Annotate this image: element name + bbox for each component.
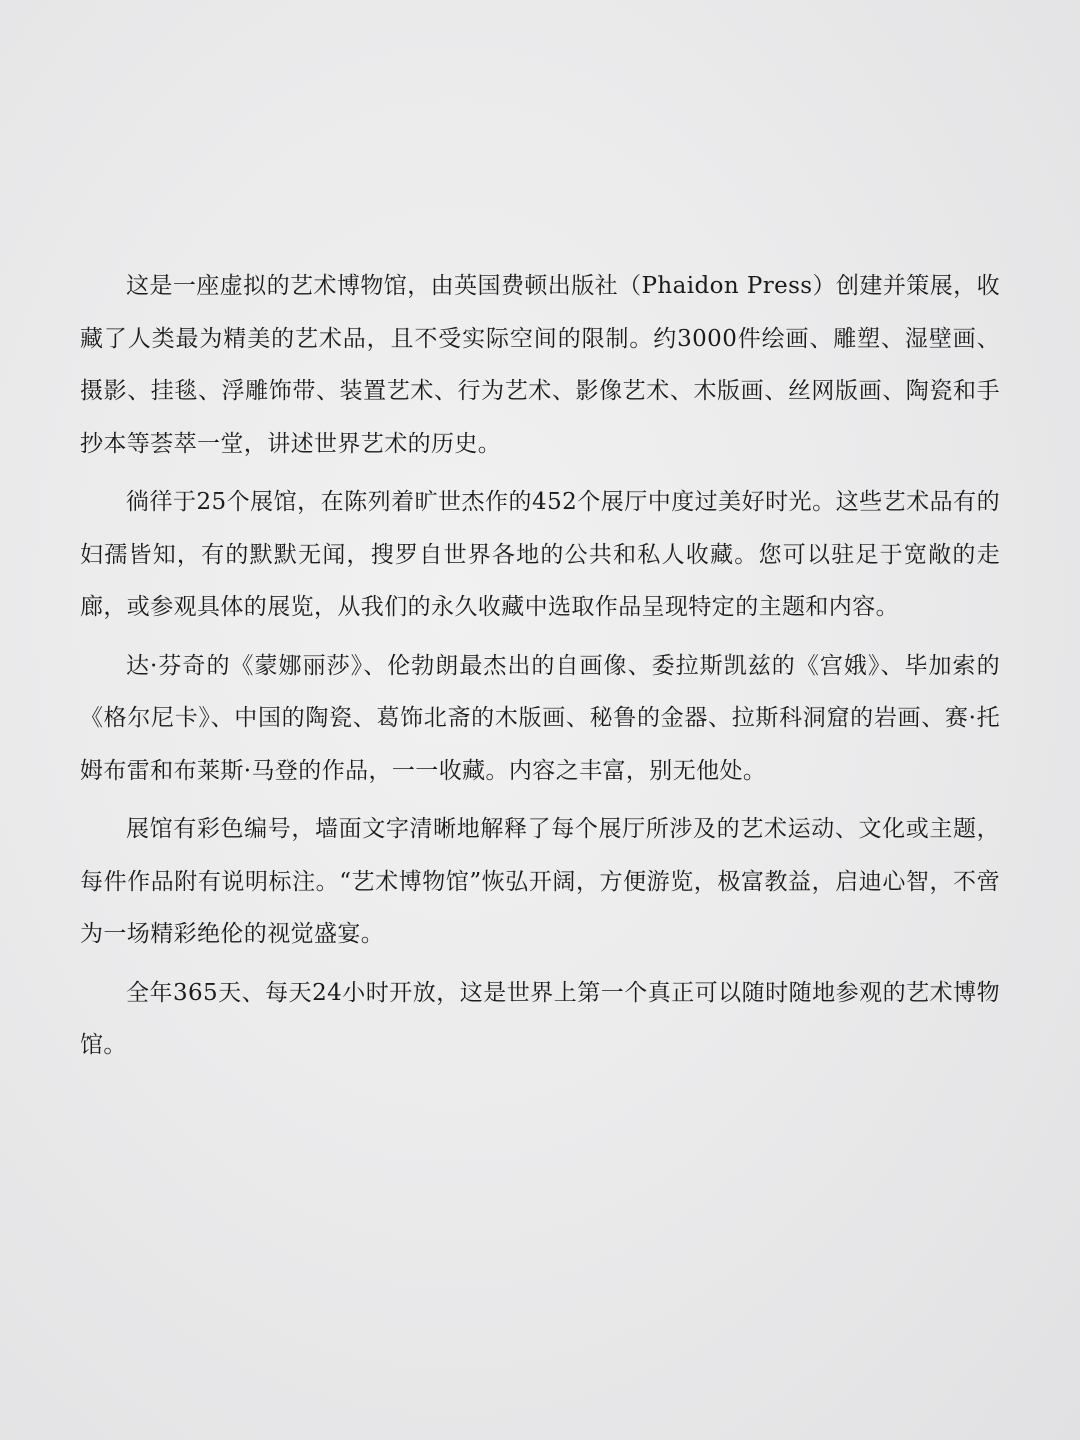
paragraph-highlights: 达·芬奇的《蒙娜丽莎》、伦勃朗最杰出的自画像、委拉斯凯兹的《宫娥》、毕加索的《格尔尼卡》、中国的陶瓷、葛饰北斋的木版画、秘鲁的金器、拉斯科洞窟的岩画、赛·托姆布雷和布莱斯·马登的作品，一一收藏。内容之丰富，别无他处。: [80, 652, 1000, 784]
paragraph-opening-hours: 全年365天、每天24小时开放，这是世界上第一个真正可以随时随地参观的艺术博物馆。: [80, 979, 1000, 1058]
paragraph-galleries: 徜徉于25个展馆，在陈列着旷世杰作的452个展厅中度过美好时光。这些艺术品有的妇孺皆知，有的默默无闻，搜罗自世界各地的公共和私人收藏。您可以驻足于宽敞的走廊，或参观具体的展览，从我们的永久收藏中选取作品呈现特定的主题和内容。: [80, 489, 1000, 620]
paragraph-intro: 这是一座虚拟的艺术博物馆，由英国费顿出版社（Phaidon Press）创建并策展，收藏了人类最为精美的艺术品，且不受实际空间的限制。约3000件绘画、雕塑、湿壁画、摄影、挂毯、浮雕饰带、装置艺术、行为艺术、影像艺术、木版画、丝网版画、陶瓷和手抄本等荟萃一堂，讲述世界艺术的历史。: [80, 273, 1000, 457]
body-text: [80, 260, 1000, 1078]
paragraph-navigation: 展馆有彩色编号，墙面文字清晰地解释了每个展厅所涉及的艺术运动、文化或主题，每件作品附有说明标注。“艺术博物馆”恢弘开阔，方便游览，极富教益，启迪心智，不啻为一场精彩绝伦的视觉盛宴。: [80, 816, 1000, 947]
